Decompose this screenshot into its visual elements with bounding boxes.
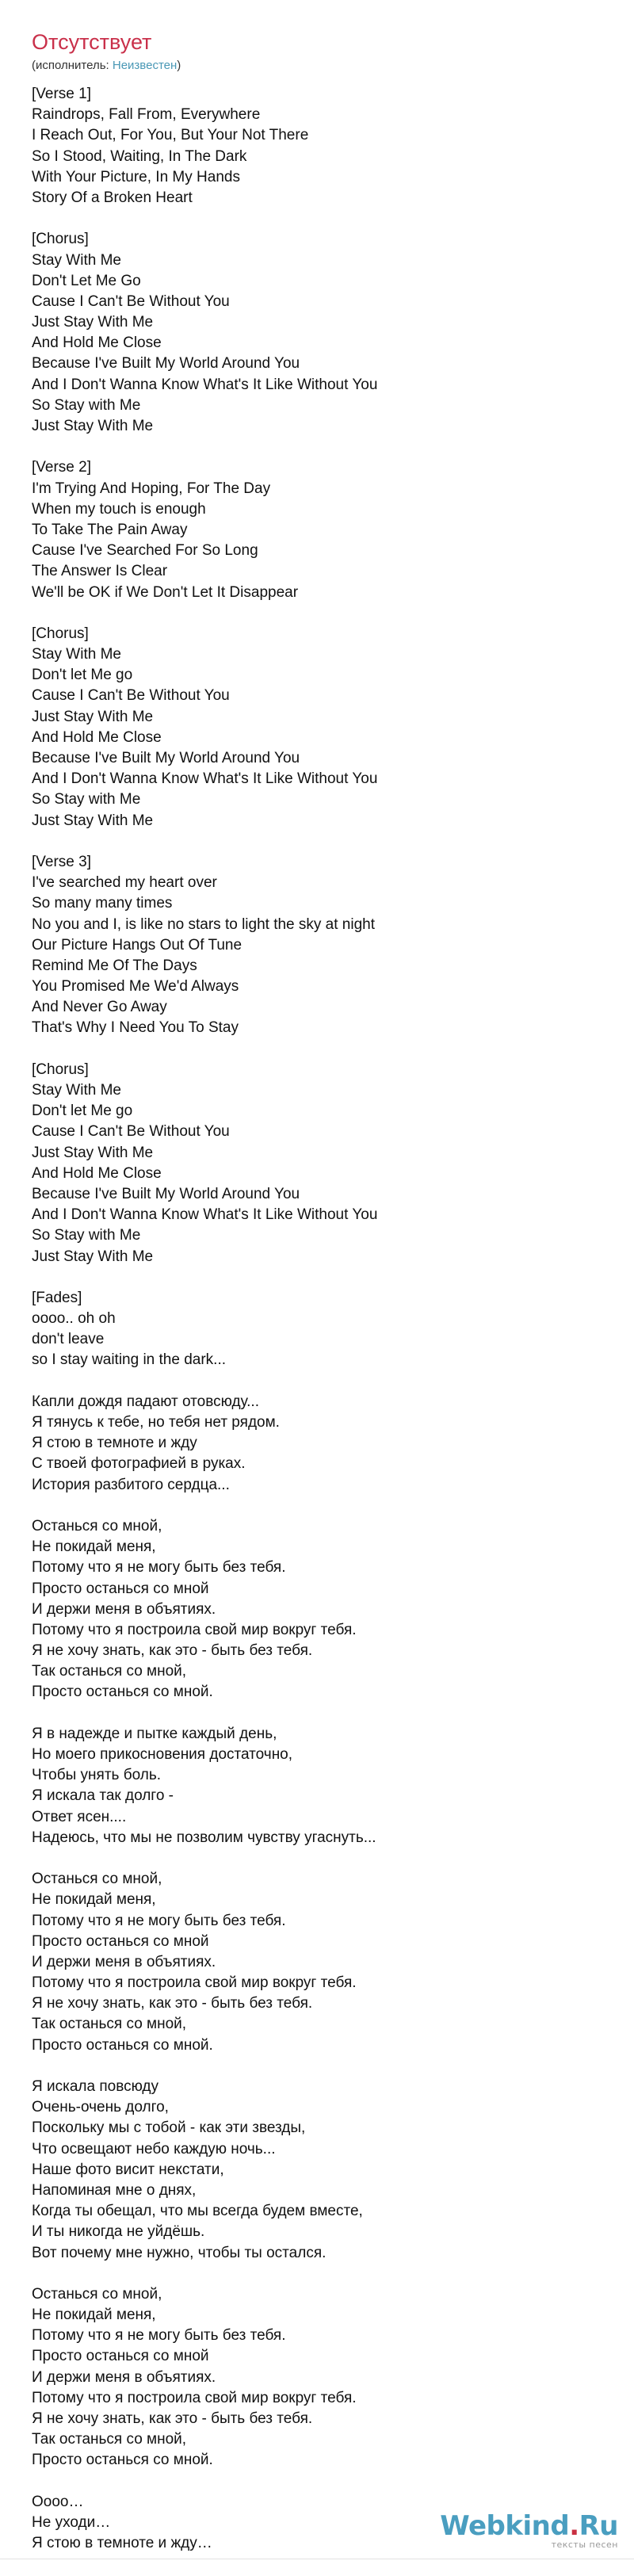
lyrics-line: Останься со мной, (32, 1871, 162, 1888)
lyrics-line: Don't let Me go (32, 1103, 133, 1120)
lyrics-blank-line (32, 1496, 602, 1516)
lyrics-line: Вот почему мне нужно, чтобы ты остался. (32, 2244, 327, 2261)
lyrics-line: Я стою в темноте и жду (32, 1435, 197, 1452)
lyrics-line: Я искала так долго - (32, 1787, 174, 1805)
lyrics-line: so I stay waiting in the dark... (32, 1351, 227, 1369)
performer-link[interactable]: Неизвестен (112, 59, 178, 72)
lyrics-line: The Answer Is Clear (32, 563, 168, 580)
lyrics-line: Поскольку мы с тобой - как эти звезды, (32, 2119, 306, 2137)
lyrics-line: [Fades] (32, 1289, 82, 1306)
lyrics-line: Stay With Me (32, 1082, 121, 1099)
logo-name: Webkind (440, 2510, 570, 2542)
lyrics-blank-line (32, 1703, 602, 1724)
lyrics-line: Наше фото висит некстати, (32, 2161, 224, 2178)
lyrics-line: And I Don't Wanna Know What's It Like Without You (32, 770, 378, 788)
lyrics-line: Просто останься со мной (32, 1580, 209, 1597)
lyrics-line: И ты никогда не уйдёшь. (32, 2223, 205, 2241)
lyrics-line: И держи меня в объятиях. (32, 1600, 216, 1618)
lyrics-line: Напоминая мне о днях, (32, 2181, 197, 2199)
lyrics-line: Cause I Can't Be Without You (32, 1123, 230, 1141)
lyrics-line: Because I've Built My World Around You (32, 1185, 300, 1202)
lyrics-line: Но моего прикосновения достаточно, (32, 1746, 293, 1763)
lyrics-line: Когда ты обещал, что мы всегда будем вместе, (32, 2203, 363, 2220)
lyrics-line: Stay With Me (32, 251, 121, 269)
lyrics-blank-line (32, 831, 602, 852)
lyrics-line: And I Don't Wanna Know What's It Like Without You (32, 376, 378, 393)
lyrics-line: oooo.. oh oh (32, 1310, 116, 1328)
logo-wordmark (440, 2511, 618, 2541)
lyrics-line: Raindrops, Fall From, Everywhere (32, 106, 261, 124)
lyrics-blank-line (32, 1039, 602, 1060)
lyrics-line: No you and I, is like no stars to light the sky at night (32, 915, 376, 933)
lyrics-line: [Chorus] (32, 231, 89, 248)
lyrics-line: И держи меня в объятиях. (32, 2368, 216, 2386)
lyrics-line: Remind Me Of The Days (32, 957, 197, 974)
lyrics-line: Просто останься со мной (32, 2348, 209, 2365)
song-title: Отсутствует (32, 30, 152, 54)
song-header (32, 29, 181, 73)
lyrics-line: Because I've Built My World Around You (32, 355, 300, 373)
lyrics-blank-line (32, 1267, 602, 1288)
lyrics-line: Just Stay With Me (32, 1144, 154, 1161)
lyrics-line: Я не хочу знать, как это - быть без тебя. (32, 1995, 313, 2012)
lyrics-line: You Promised Me We'd Always (32, 978, 239, 996)
lyrics-line: And Hold Me Close (32, 334, 162, 352)
logo-tagline: тексты песен (551, 2540, 618, 2550)
site-logo[interactable] (440, 2511, 618, 2550)
lyrics-line: And Hold Me Close (32, 728, 162, 746)
lyrics-line: Потому что я не могу быть без тебя. (32, 1559, 286, 1577)
lyrics-line: Cause I've Searched For So Long (32, 542, 258, 560)
lyrics-text (32, 84, 602, 2554)
lyrics-blank-line (32, 1848, 602, 1869)
lyrics-line: Я в надежде и пытке каждый день, (32, 1725, 277, 1742)
lyrics-line: [Verse 2] (32, 459, 91, 476)
lyrics-line: Просто останься со мной. (32, 1684, 213, 1701)
lyrics-line: [Verse 1] (32, 86, 91, 102)
lyrics-line: Just Stay With Me (32, 708, 154, 725)
lyrics-line: Because I've Built My World Around You (32, 750, 300, 766)
lyrics-line: Я искала повсюду (32, 2078, 158, 2095)
lyrics-line: Our Picture Hangs Out Of Tune (32, 936, 243, 954)
lyrics-line: With Your Picture, In My Hands (32, 168, 240, 185)
lyrics-blank-line (32, 1371, 602, 1392)
lyrics-line: Чтобы унять боль. (32, 1767, 161, 1784)
lyrics-line: So Stay with Me (32, 1227, 141, 1244)
lyrics-line: Просто останься со мной. (32, 2036, 213, 2054)
lyrics-line: I've searched my heart over (32, 874, 217, 892)
lyrics-line: And I Don't Wanna Know What's It Like Without You (32, 1206, 378, 1224)
lyrics-line: Так останься со мной, (32, 2016, 187, 2033)
lyrics-line: Просто останься со мной (32, 1932, 209, 1950)
lyrics-line: Что освещают небо каждую ночь... (32, 2140, 276, 2157)
lyrics-line: Я тянусь к тебе, но тебя нет рядом. (32, 1414, 280, 1431)
lyrics-line: So I Stood, Waiting, In The Dark (32, 147, 247, 165)
lyrics-line: Так останься со мной, (32, 2431, 187, 2448)
lyrics-line: Просто останься со мной. (32, 2452, 213, 2469)
lyrics-line: Just Stay With Me (32, 1248, 154, 1265)
lyrics-line: Я не хочу знать, как это - быть без тебя. (32, 1642, 313, 1660)
lyrics-line: That's Why I Need You To Stay (32, 1019, 239, 1037)
lyrics-line: Так останься со мной, (32, 1663, 187, 1680)
lyrics-line: Не уходи… (32, 2513, 111, 2531)
lyrics-line: [Chorus] (32, 625, 89, 642)
lyrics-line: When my touch is enough (32, 500, 206, 518)
lyrics-line: Just Stay With Me (32, 812, 154, 829)
lyrics-line: Не покидай меня, (32, 1538, 156, 1556)
performer-suffix: ) (177, 59, 181, 72)
lyrics-line: Я стою в темноте и жду… (32, 2535, 212, 2552)
lyrics-line: Потому что я построила свой мир вокруг тебя. (32, 2389, 357, 2406)
logo-tld: Ru (579, 2510, 618, 2542)
lyrics-line: Потому что я построила свой мир вокруг тебя. (32, 1621, 357, 1638)
lyrics-line: To Take The Pain Away (32, 521, 188, 538)
lyrics-line: Оооо… (32, 2493, 84, 2510)
lyrics-line: Капли дождя падают отовсюду... (32, 1393, 259, 1410)
lyrics-line: Потому что я построила свой мир вокруг тебя. (32, 1974, 357, 1992)
lyrics-line: So many many times (32, 895, 173, 912)
lyrics-line: Don't Let Me Go (32, 272, 141, 289)
performer-line (32, 59, 181, 73)
lyrics-line: Stay With Me (32, 646, 121, 663)
lyrics-line: Just Stay With Me (32, 418, 154, 434)
lyrics-line: С твоей фотографией в руках. (32, 1455, 246, 1473)
lyrics-line: И держи меня в объятиях. (32, 1953, 216, 1970)
lyrics-line: don't leave (32, 1331, 105, 1348)
lyrics-blank-line (32, 208, 602, 229)
lyrics-line: Потому что я не могу быть без тебя. (32, 1912, 286, 1929)
lyrics-line: Just Stay With Me (32, 314, 154, 331)
lyrics-line: I'm Trying And Hoping, For The Day (32, 480, 271, 497)
lyrics-line: So Stay with Me (32, 396, 141, 414)
lyrics-line: Я не хочу знать, как это - быть без тебя. (32, 2410, 313, 2427)
logo-dot: . (569, 2510, 579, 2542)
lyrics-line: Story Of a Broken Heart (32, 189, 193, 206)
performer-prefix: (исполнитель: (32, 59, 113, 72)
lyrics-blank-line (32, 2056, 602, 2077)
lyrics-line: So Stay with Me (32, 791, 141, 808)
lyrics-line: Не покидай меня, (32, 1891, 156, 1909)
lyrics-line: And Never Go Away (32, 999, 167, 1016)
lyrics-blank-line (32, 2264, 602, 2284)
lyrics-blank-line (32, 2471, 602, 2492)
lyrics-line: Потому что я не могу быть без тебя. (32, 2327, 286, 2345)
lyrics-line: And Hold Me Close (32, 1164, 162, 1182)
lyrics-line: [Verse 3] (32, 853, 91, 870)
lyrics-line: Останься со мной, (32, 1517, 162, 1535)
lyrics-line: We'll be OK if We Don't Let It Disappear (32, 583, 299, 601)
lyrics-line: Don't let Me go (32, 667, 133, 684)
lyrics-line: История разбитого сердца... (32, 1476, 230, 1493)
lyrics-line: Cause I Can't Be Without You (32, 292, 230, 310)
lyrics-line: Очень-очень долго, (32, 2099, 169, 2116)
lyrics-line: Ответ ясен.... (32, 1808, 127, 1825)
lyrics-line: Надеюсь, что мы не позволим чувству угаснуть... (32, 1829, 376, 1846)
lyrics-line: Не покидай меня, (32, 2307, 156, 2324)
lyrics-blank-line (32, 603, 602, 624)
lyrics-line: Cause I Can't Be Without You (32, 687, 230, 705)
lyrics-blank-line (32, 437, 602, 457)
lyrics-line: I Reach Out, For You, But Your Not There (32, 127, 309, 144)
lyrics-line: Останься со мной, (32, 2285, 162, 2303)
lyrics-line: [Chorus] (32, 1061, 89, 1078)
